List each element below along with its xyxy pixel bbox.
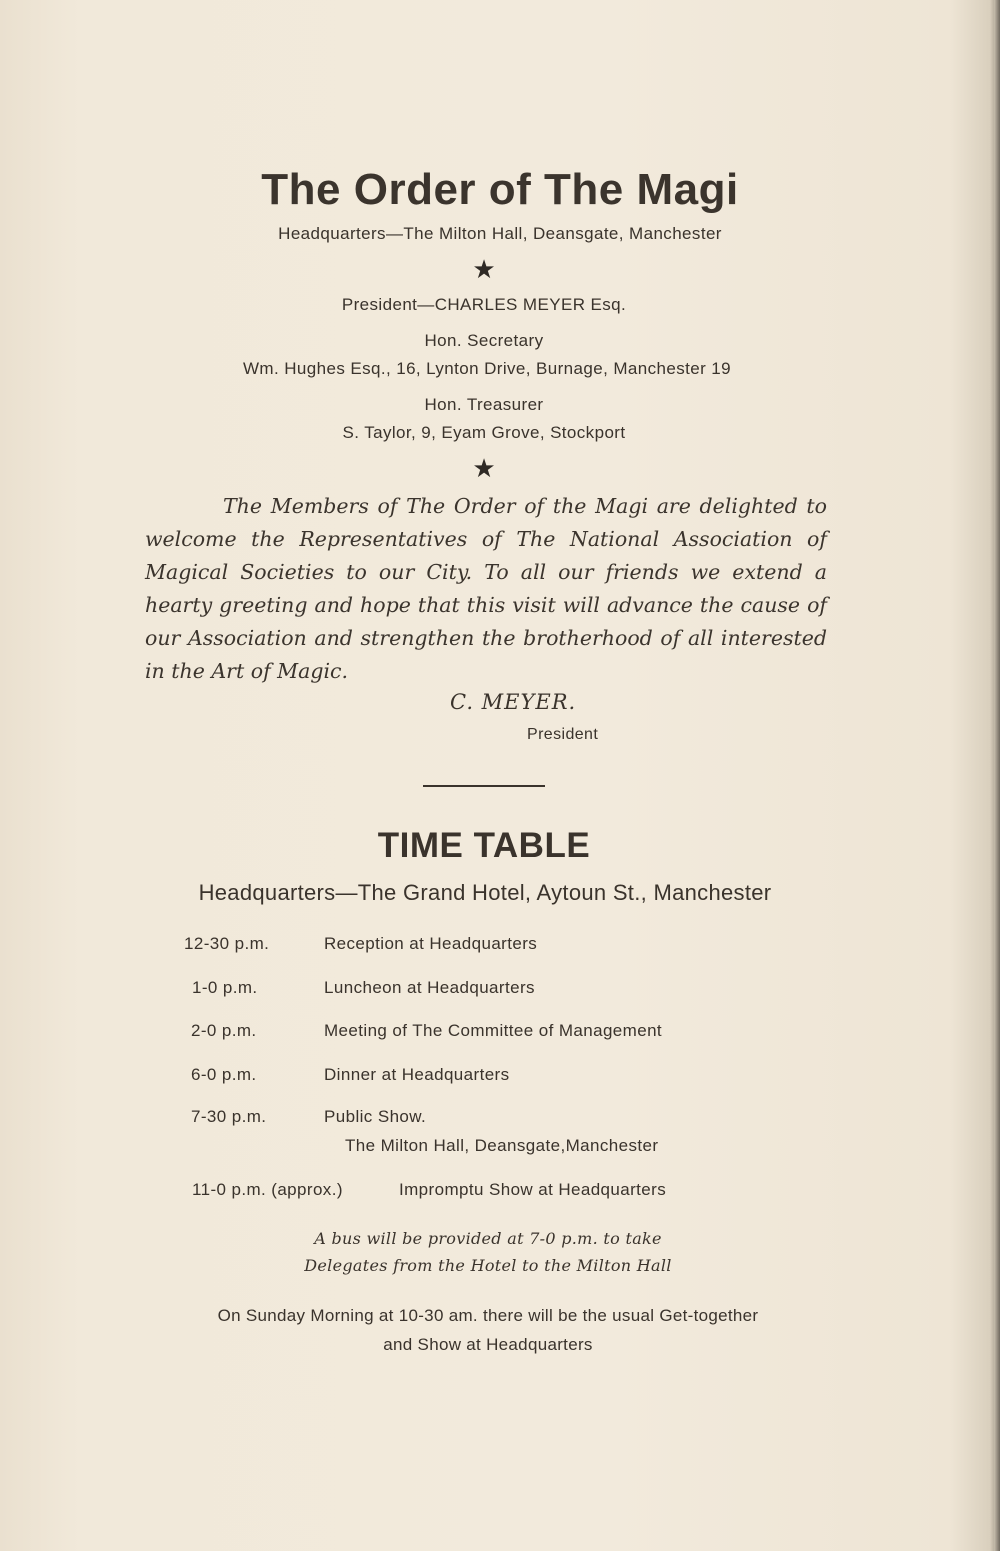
- schedule-event: Reception at Headquarters: [324, 934, 538, 953]
- schedule-event: Dinner at Headquarters: [324, 1065, 510, 1084]
- treasurer-title: Hon. Treasurer: [424, 395, 544, 414]
- signer-name: C. MEYER.: [450, 690, 577, 714]
- sunday-note: On Sunday Morning at 10-30 am. there will be the usual Get-together: [217, 1306, 759, 1325]
- secretary-address: Wm. Hughes Esq., 16, Lynton Drive, Burnage, Manchester 19: [242, 359, 731, 378]
- schedule-time: 1-0 p.m.: [192, 978, 258, 997]
- schedule-event: Impromptu Show at Headquarters: [399, 1180, 667, 1199]
- welcome-greeting: The Members of The Order of the Magi are delighted to welcome the Representatives of The National Association of Magical Societies to our City. To all our friends we extend a hearty greeting and hope that this visit will advance the cause of our Association and strengthen the brotherhood of all interested in the Art of Magic.: [145, 494, 827, 683]
- section-divider: [423, 785, 545, 787]
- schedule-event: Public Show.: [324, 1107, 427, 1126]
- bus-note: A bus will be provided at 7-0 p.m. to take: [314, 1229, 662, 1248]
- star-icon: ★: [472, 254, 496, 284]
- schedule-time: 12-30 p.m.: [184, 934, 270, 953]
- schedule-event-detail: The Milton Hall, Deansgate,Manchester: [345, 1136, 659, 1155]
- president-line: President—CHARLES MEYER Esq.: [341, 295, 627, 314]
- sunday-note: and Show at Headquarters: [383, 1335, 593, 1354]
- schedule-time: 11-0 p.m. (approx.): [192, 1180, 343, 1199]
- schedule-event: Meeting of The Committee of Management: [324, 1021, 663, 1040]
- page-title: The Order of The Magi: [261, 165, 739, 214]
- secretary-title: Hon. Secretary: [424, 331, 544, 350]
- bus-note: Delegates from the Hotel to the Milton Hall: [304, 1256, 672, 1275]
- schedule-time: 6-0 p.m.: [191, 1065, 257, 1084]
- schedule-event: Luncheon at Headquarters: [324, 978, 535, 997]
- treasurer-address: S. Taylor, 9, Eyam Grove, Stockport: [342, 423, 626, 442]
- headquarters-line: Headquarters—The Milton Hall, Deansgate, Manchester: [278, 224, 722, 243]
- schedule-time: 7-30 p.m.: [191, 1107, 267, 1126]
- timetable-headquarters: Headquarters—The Grand Hotel, Aytoun St., Manchester: [198, 880, 772, 905]
- timetable-title: TIME TABLE: [377, 826, 591, 865]
- schedule-time: 2-0 p.m.: [191, 1021, 257, 1040]
- star-icon: ★: [472, 453, 496, 483]
- signer-role: President: [527, 726, 599, 743]
